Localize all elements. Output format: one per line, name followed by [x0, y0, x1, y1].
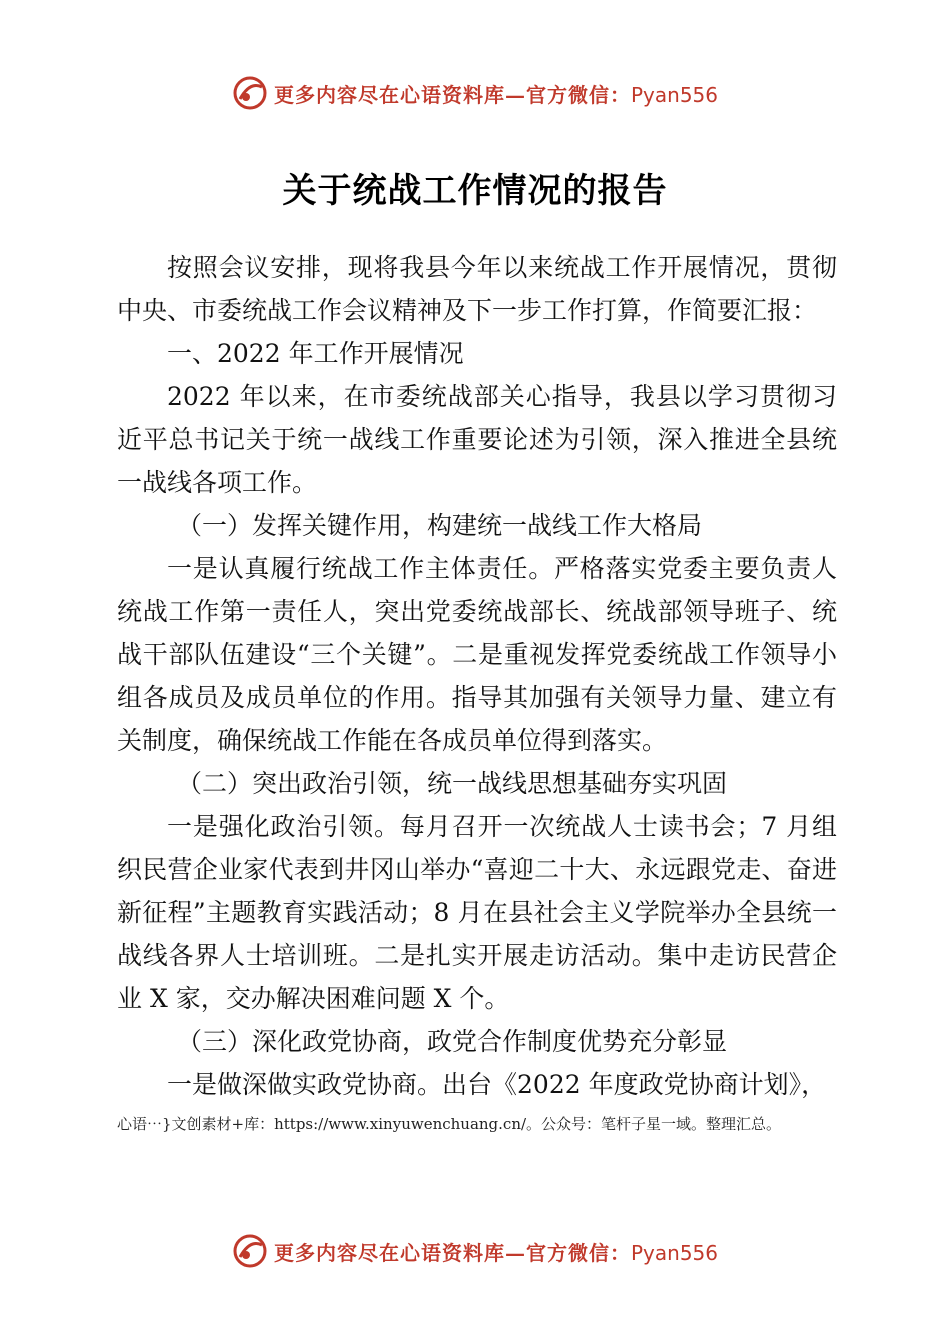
paragraph: 一是强化政治引领。每月召开一次统战人士读书会；7 月组织民营企业家代表到井冈山举办“喜迎二十大、永远跟党走、奋进新征程”主题教育实践活动；8 月在县社会主义学院举办全县统一战线各界人士培训班。二是扎实开展走访活动。集中走访民营企业 X 家，交办解决困难问题 X 个。 [117, 812, 837, 1013]
logo-icon [232, 75, 268, 111]
paragraph: 按照会议安排，现将我县今年以来统战工作开展情况，贯彻中央、市委统战工作会议精神及下一步工作打算，作简要汇报： [117, 253, 837, 325]
page-title: 关于统战工作情况的报告 [282, 171, 668, 211]
paragraph: 2022 年以来，在市委统战部关心指导，我县以学习贯彻习近平总书记关于统一战线工作重要论述为引领，深入推进全县统一战线各项工作。 [117, 382, 837, 497]
banner-text: 更多内容尽在心语资料库—官方微信：Pyan556 [273, 1240, 718, 1265]
footer-banner [0, 1226, 950, 1276]
subsection-heading: （三）深化政党协商，政党合作制度优势充分彰显 [177, 1027, 728, 1056]
footer-note: 心语⋯}文创素材+库：https://www.xinyuwenchuang.cn/。公众号：笔杆子星一域。整理汇总。 [117, 1115, 782, 1133]
paragraph: 一是认真履行统战工作主体责任。严格落实党委主要负责人统战工作第一责任人，突出党委统战部长、统战部领导班子、统战干部队伍建设“三个关键”。二是重视发挥党委统战工作领导小组各成员及成员单位的作用。指导其加强有关领导力量、建立有关制度，确保统战工作能在各成员单位得到落实。 [117, 554, 837, 755]
document-body [117, 246, 837, 1106]
header-banner [0, 68, 950, 118]
logo-icon [232, 1233, 268, 1269]
paragraph: 一是做深做实政党协商。出台《2022 年度政党协商计划》， [167, 1070, 827, 1099]
banner-text: 更多内容尽在心语资料库—官方微信：Pyan556 [273, 82, 718, 107]
subsection-heading: （二）突出政治引领，统一战线思想基础夯实巩固 [177, 769, 728, 798]
subsection-heading: （一）发挥关键作用，构建统一战线工作大格局 [177, 511, 703, 540]
section-heading: 一、2022 年工作开展情况 [167, 339, 464, 368]
